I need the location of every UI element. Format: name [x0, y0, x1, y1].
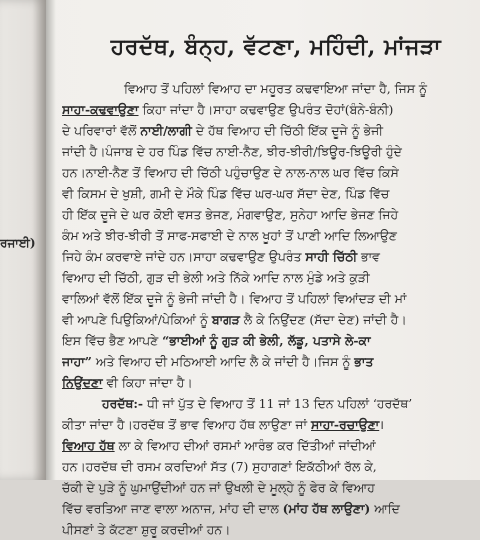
text-segment: ।: [379, 417, 384, 432]
emphasis-text: (ਮਾਂਹ ਹੱਥ ਲਾਉਣਾ): [282, 501, 371, 516]
text-segment: ਵੀ ਕਿਹਾ ਜਾਂਦਾ ਹੈ।: [102, 375, 193, 390]
emphasis-text: ਸਾਹਾ-ਰਚਾਉਣਾ: [310, 417, 380, 432]
text-line: [62, 309, 474, 330]
text-segment: ਚੱਕੀ ਦੇ ਪੁੜੇ ਨੂੰ ਘੁਮਾਉਂਦੀਆਂ ਹਨ ਜਾਂ ਉਖਲੀ ਦੇ ਮੂਲ੍ਹੇ ਨੂੰ ਫੇਰ ਕੇ ਵਿਆਹ: [62, 480, 375, 495]
text-line: [62, 288, 474, 309]
text-segment: ਵਾਲਿਆਂ ਵੱਲੋਂ ਇੱਕ ਦੂਜੇ ਨੂੰ ਭੇਜੀ ਜਾਂਦੀ ਹੈ। ਵਿਆਹ ਤੋਂ ਪਹਿਲਾਂ ਵਿਆਂਦੜ ਦੀ ਮਾਂ: [62, 291, 407, 306]
text-line: [62, 141, 474, 162]
text-segment: ਹੀ ਇੱਕ ਦੂਜੇ ਦੇ ਘਰ ਕੋਈ ਵਸਤ ਭੇਜਣ, ਮੰਗਵਾਉਣ, ਸੁਨੇਹਾ ਆਦਿ ਭੇਜਣ ਜਿਹੇ: [62, 207, 399, 222]
emphasis-text: “ਭਾਈਆਂ ਨੂੰ ਗੁੜ ਕੀ ਭੇਲੀ, ਲੱਡੂ, ਪਤਾਸੇ ਲੇ-ਕਾ: [162, 333, 371, 348]
text-line: [62, 456, 474, 477]
text-line: [62, 372, 474, 393]
paragraph-hardath: [62, 393, 474, 540]
text-segment: ਲੈ ਕੇ ਨਿਉਂਦਣ (ਸੱਦਾ ਦੇਣ) ਜਾਂਦੀ ਹੈ।: [239, 312, 407, 327]
emphasis-text: ਬਾਗੜ: [211, 312, 240, 327]
paragraph-intro: [62, 78, 474, 393]
text-segment: ਵਿਆਹ ਤੋਂ ਪਹਿਲਾਂ ਵਿਆਹ ਦਾ ਮਹੂਰਤ ਕਢਵਾਇਆ ਜਾਂਦਾ ਹੈ, ਜਿਸ ਨੂੰ: [124, 81, 427, 96]
text-segment: ਇਸ ਵਿੱਚ ਭੈਣ ਆਪਣੇ: [62, 333, 163, 348]
text-segment: ਦੇ ਹੱਥ ਵਿਆਹ ਦੀ ਚਿੱਠੀ ਇੱਕ ਦੂਜੇ ਨੂੰ ਭੇਜੀ: [191, 123, 383, 138]
text-line: [62, 225, 474, 246]
text-line: [62, 78, 474, 99]
text-segment: ਭਾਵ: [357, 249, 380, 264]
text-line: [62, 120, 474, 141]
text-segment: ਕੀਤਾ ਜਾਂਦਾ ਹੈ।ਹਰਦੱਥ ਤੋਂ ਭਾਵ ਵਿਆਹ ਹੱਥ ਲਾਉਣਾ ਜਾਂ: [62, 417, 311, 432]
text-line: [62, 204, 474, 225]
text-segment: ਕਿਹਾ ਜਾਂਦਾ ਹੈ।ਸਾਹਾ ਕਢਵਾਉਣ ਉਪਰੰਤ ਦੋਹਾਂ(ਬੰਨੇ-ਬੰਨੀ): [138, 102, 394, 117]
text-line: [62, 414, 474, 435]
text-line: [62, 435, 474, 456]
text-segment: ਆਦਿ: [370, 501, 400, 516]
text-segment: ਵਿਆਹ ਦੀ ਚਿੱਠੀ, ਗੁੜ ਦੀ ਭੇਲੀ ਅਤੇ ਨਿੱਕੇ ਆਦਿ ਨਾਲ ਮੁੰਡੇ ਅਤੇ ਕੁੜੀ: [62, 270, 370, 285]
page-title: ਹਰਦੱਥ, ਬੰਨ੍ਹ, ਵੱਟਣਾ, ਮਹਿੰਦੀ, ਮਾਂਜੜਾ: [110, 34, 442, 60]
text-line: [62, 351, 474, 372]
text-segment: ਵੀ ਕਿਸਮ ਦੇ ਖੁਸ਼ੀ, ਗਮੀ ਦੇ ਮੌਕੇ ਪਿੰਡ ਵਿੱਚ ਘਰ-ਘਰ ਸੱਦਾ ਦੇਣ, ਪਿੰਡ ਵਿੱਚ: [62, 186, 390, 201]
emphasis-text: ਜਾਹਾ”: [62, 354, 92, 369]
text-line: [62, 330, 474, 351]
text-line: [62, 519, 474, 540]
text-line: [62, 183, 474, 204]
text-line: [62, 246, 474, 267]
text-segment: ਪੀਸਣਾਂ ਤੇ ਕੱਟਣਾ ਸ਼ੁਰੂ ਕਰਦੀਆਂ ਹਨ।: [62, 522, 231, 537]
text-segment: ਵੀ ਆਪਣੇ ਪਿਉਕਿਆਂ/ਪੇਕਿਆਂ ਨੂੰ: [62, 312, 212, 327]
emphasis-text: ਵਿਆਹ ਹੱਥ: [62, 438, 115, 453]
left-page-edge: [0, 0, 46, 480]
text-segment: ਹਨ।ਨਾਈ-ਨੈਣ ਤੋਂ ਵਿਆਹ ਦੀ ਚਿੱਠੀ ਪਹੁੰਚਾਉਣ ਦੇ ਨਾਲ-ਨਾਲ ਘਰ ਵਿੱਚ ਕਿਸੇ: [62, 165, 399, 180]
text-segment: ਅਤੇ ਵਿਆਹ ਦੀ ਮਠਿਆਈ ਆਦਿ ਲੈ ਕੇ ਜਾਂਦੀ ਹੈ।ਜਿਸ ਨੂੰ: [91, 354, 355, 369]
text-line: [62, 162, 474, 183]
emphasis-text: ਸਾਹਾ-ਕਢਵਾਉਣਾ: [62, 102, 139, 117]
text-segment: ਜਿਹੇ ਕੰਮ ਕਰਵਾਏ ਜਾਂਦੇ ਹਨ।ਸਾਹਾ ਕਢਵਾਉਣ ਉਪਰੰਤ: [62, 249, 306, 264]
emphasis-text: ਭਾਤ: [354, 354, 374, 369]
text-line: [62, 498, 474, 519]
text-segment: ਧੀ ਜਾਂ ਪੁੱਤ ਦੇ ਵਿਆਹ ਤੋਂ 11 ਜਾਂ 13 ਦਿਨ ਪਹਿਲਾਂ ‘ਹਰਦੱਥ’: [143, 396, 413, 411]
body-text: [62, 78, 474, 540]
text-line: [62, 477, 474, 498]
emphasis-text: ਸਾਹੀ ਚਿੱਠੀ: [305, 249, 358, 264]
text-line: [62, 99, 474, 120]
text-segment: ਜਾਂਦੀ ਹੈ।ਪੰਜਾਬ ਦੇ ਹਰ ਪਿੰਡ ਵਿੱਚ ਨਾਈ-ਨੈਣ, ਝੀਰ-ਝੀਰੀ/ਝਿਊਰ-ਝਿਊਰੀ ਹੁੰਦੇ: [62, 144, 402, 159]
text-segment: ਕੰਮ ਅਤੇ ਝੀਰ-ਝੀਰੀ ਤੋਂ ਸਾਫ-ਸਫਾਈ ਦੇ ਨਾਲ ਖੂਹਾਂ ਤੋਂ ਪਾਣੀ ਆਦਿ ਲਿਆਉਣ: [62, 228, 397, 243]
text-segment: ਵਿੱਚ ਵਰਤਿਆ ਜਾਣ ਵਾਲਾ ਅਨਾਜ, ਮਾਂਹ ਦੀ ਦਾਲ: [62, 501, 283, 516]
emphasis-text: ਨਿਉਂਦਣਾ: [62, 375, 103, 390]
emphasis-text: ਨਾਈ/ਲਾਗੀ: [140, 123, 192, 138]
left-page-text-fragment: ਰਜਾਈ): [0, 236, 36, 250]
text-segment: ਦੇ ਪਰਿਵਾਰਾਂ ਵੱਲੋਂ: [62, 123, 141, 138]
book-gutter: [46, 0, 56, 480]
text-segment: ਹਨ।ਹਰਦੱਥ ਦੀ ਰਸਮ ਕਰਦਿਆਂ ਸੱਤ (7) ਸੁਹਾਗਣਾਂ ਇਕੱਠੀਆਂ ਰੱਲ ਕੇ,: [62, 459, 377, 474]
text-segment: ਲਾ ਕੇ ਵਿਆਹ ਦੀਆਂ ਰਸਮਾਂ ਆਰੰਭ ਕਰ ਦਿੱਤੀਆਂ ਜਾਂਦੀਆਂ: [114, 438, 376, 453]
text-line: [62, 393, 474, 414]
text-line: [62, 267, 474, 288]
emphasis-text: ਹਰਦੱਥ:-: [102, 396, 144, 411]
right-page: [56, 0, 480, 537]
